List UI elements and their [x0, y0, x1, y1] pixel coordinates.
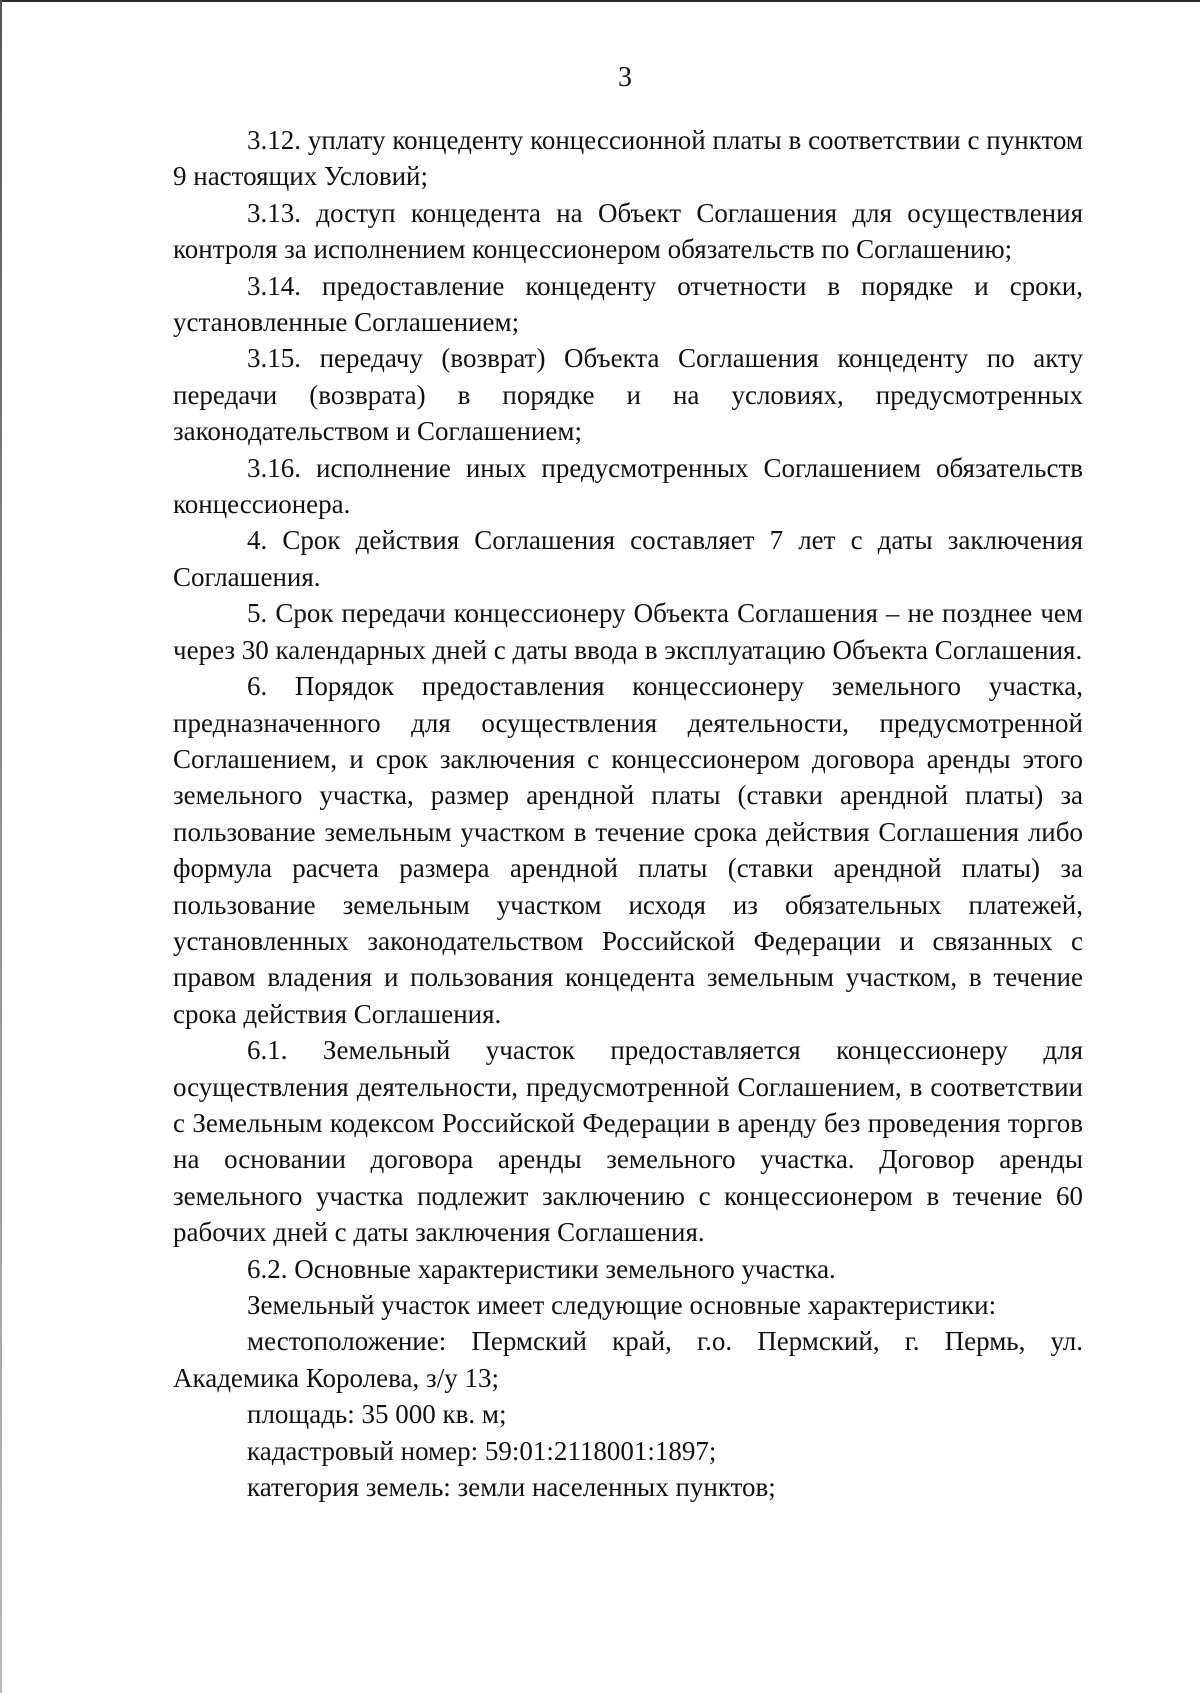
document-body: [173, 122, 1083, 1505]
paragraph-3-13: 3.13. доступ концедента на Объект Соглашения для осуществления контроля за исполнением концессионером обязательств по Соглашению;: [173, 197, 1083, 265]
paragraph-3-15: 3.15. передачу (возврат) Объекта Соглашения концеденту по акту передачи (возврата) в порядке и на условиях, предусмотренных законодательством и Соглашением;: [173, 343, 1083, 447]
paragraph-6-1: 6.1. Земельный участок предоставляется концессионеру для осуществления деятельности, предусмотренной Соглашением, в соответствии с Земельным кодексом Российской Федерации в аренду без проведения торгов на основании договора аренды земельного участка. Договор аренды земельного участка подлежит заключению с концессионером в течение 60 рабочих дней с даты заключения Соглашения.: [173, 1035, 1083, 1248]
land-category: категория земель: земли населенных пунктов;: [247, 1472, 776, 1503]
paragraph-3-16: 3.16. исполнение иных предусмотренных Соглашением обязательств концессионера.: [173, 452, 1083, 520]
land-area: площадь: 35 000 кв. м;: [247, 1399, 507, 1430]
land-location: местоположение: Пермский край, г.о. Пермский, г. Пермь, ул. Академика Королева, з/у 13;: [173, 1326, 1083, 1393]
paragraph-5: 5. Срок передачи концессионеру Объекта Соглашения – не позднее чем через 30 календарных дней с даты ввода в эксплуатацию Объекта Соглашения.: [173, 598, 1083, 665]
land-cadastral-number: кадастровый номер: 59:01:2118001:1897;: [247, 1435, 717, 1466]
scan-edge-left: [0, 0, 2, 1693]
scan-edge-top: [0, 0, 1200, 2]
paragraph-6-2: 6.2. Основные характеристики земельного участка.: [247, 1253, 836, 1284]
paragraph-3-12: 3.12. уплату концеденту концессионной платы в соответствии с пунктом 9 настоящих Условий;: [173, 125, 1083, 192]
paragraph-6: 6. Порядок предоставления концессионеру земельного участка, предназначенного для осуществления деятельности, предусмотренной Соглашением, и срок заключения с концессионером договора аренды этого земельного участка, размер арендной платы (ставки арендной платы) за пользование земельным участком в течение срока действия Соглашения либо формула расчета размера арендной платы (ставки арендной платы) за пользование земельным участком исходя из обязательных платежей, установленных законодательством Российской Федерации и связанных с правом владения и пользования концедента земельным участком, в течение срока действия Соглашения.: [173, 671, 1083, 1029]
paragraph-4: 4. Срок действия Соглашения составляет 7 лет с даты заключения Соглашения.: [173, 525, 1083, 592]
paragraph-3-14: 3.14. предоставление концеденту отчетности в порядке и сроки, установленные Соглашением;: [173, 270, 1083, 338]
land-characteristics-intro: Земельный участок имеет следующие основные характеристики:: [247, 1290, 997, 1320]
page-number: 3: [618, 62, 632, 93]
